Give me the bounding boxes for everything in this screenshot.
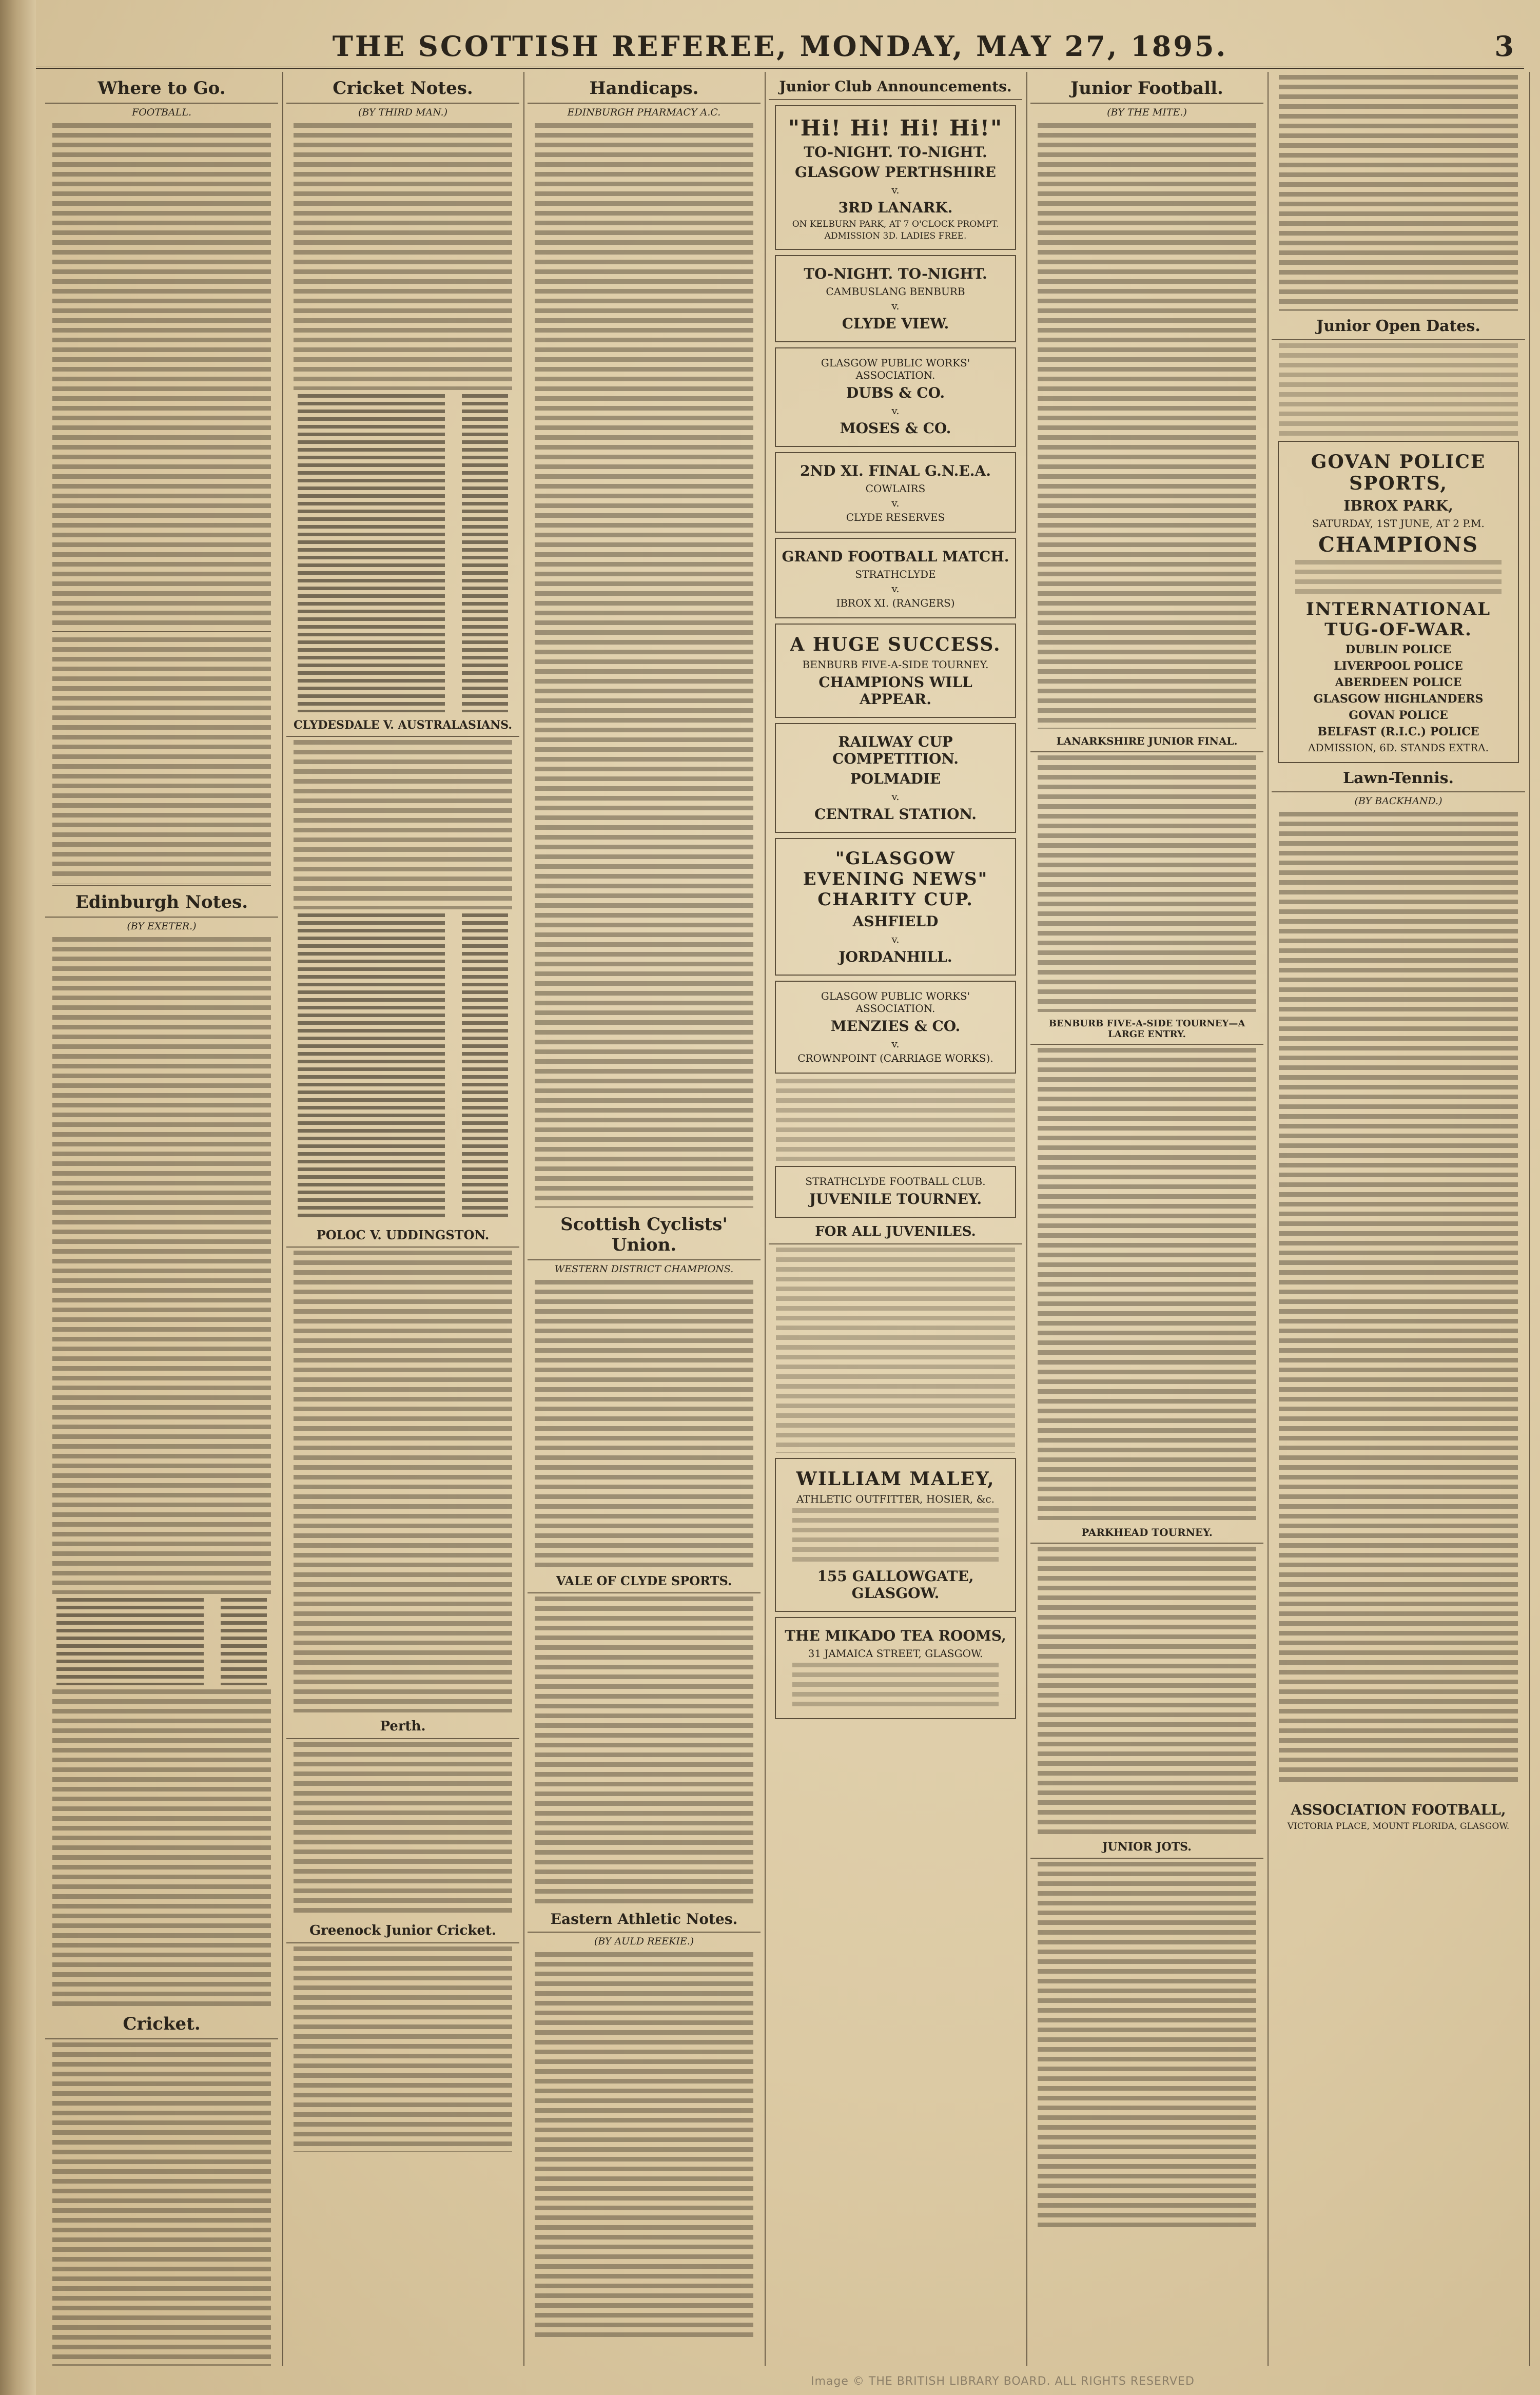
column-4: [765, 72, 1027, 2366]
advertisement: TO-NIGHT. TO-NIGHT. CAMBUSLANG BENBURB v. CLYDE VIEW.: [775, 255, 1016, 342]
ad-line: 3RD LANARK.: [838, 199, 953, 216]
advertisement: [775, 1166, 1016, 1218]
ad-line: ASHFIELD: [852, 913, 939, 930]
ad-headline: "Hi! Hi! Hi! Hi!": [788, 115, 1003, 141]
article-text: [1038, 1547, 1256, 1834]
advertisement: "Hi! Hi! Hi! Hi!" TO-NIGHT. TO-NIGHT. GLASGOW PERTHSHIRE v. 3RD LANARK. ON KELBURN PARK, AT 7 O'CLOCK PROMPT. ADMISSION 3D. LADIES FREE.: [775, 105, 1016, 250]
section-heading: Cricket Notes.: [286, 78, 519, 104]
article-text: [294, 1742, 512, 1917]
article-text: [535, 1596, 753, 1904]
ad-line: CROWNPOINT (CARRIAGE WORKS).: [797, 1052, 993, 1064]
page-number: 3: [1494, 30, 1514, 63]
section-heading: CLYDESDALE V. AUSTRALASIANS.: [286, 718, 519, 737]
article-text: [52, 2042, 271, 2366]
section-subheading: (BY BACKHAND.): [1354, 795, 1442, 807]
advertisement: [775, 1617, 1016, 1719]
article-text: [1038, 1048, 1256, 1520]
column-5: [1026, 72, 1269, 2366]
ad-line: LIVERPOOL POLICE: [1334, 659, 1463, 673]
ad-line: SATURDAY, 1ST JUNE, AT 2 P.M.: [1312, 517, 1485, 530]
article-text: [535, 1280, 753, 1567]
section-subheading: (BY THIRD MAN.): [358, 107, 447, 118]
ad-line: TO-NIGHT. TO-NIGHT.: [804, 265, 987, 282]
ad-line: GLASGOW PUBLIC WORKS' ASSOCIATION.: [821, 357, 970, 381]
ad-text: [792, 1508, 999, 1565]
column-6: [1268, 72, 1530, 2366]
advertisement: [775, 624, 1016, 718]
ad-headline: INTERNATIONAL TUG-OF-WAR.: [1305, 599, 1491, 640]
ad-line: 31 JAMAICA STREET, GLASGOW.: [808, 1647, 983, 1660]
ad-line: 155 GALLOWGATE, GLASGOW.: [817, 1568, 974, 1602]
article-text: [294, 1251, 512, 1712]
ad-line: JUVENILE TOURNEY.: [809, 1191, 982, 1208]
article-text: [1038, 123, 1256, 729]
section-subheading: EDINBURGH PHARMACY A.C.: [567, 107, 721, 118]
article-text: [1038, 1862, 1256, 2231]
ad-line: GRAND FOOTBALL MATCH.: [782, 548, 1009, 565]
article-text: [1038, 755, 1256, 1012]
ad-line: MOSES & CO.: [840, 420, 951, 437]
article-text: [294, 740, 512, 909]
score-table: [298, 394, 508, 712]
column-3: [523, 72, 766, 2366]
section-heading: Eastern Athletic Notes.: [528, 1911, 761, 1933]
league-table: [56, 1598, 267, 1685]
ad-line: BENBURB FIVE-A-SIDE TOURNEY.: [802, 658, 989, 671]
article-text: [294, 1946, 512, 2152]
ad-line: RAILWAY CUP COMPETITION.: [832, 733, 959, 767]
binding-spine: [0, 0, 36, 2395]
article-text: [1279, 812, 1518, 1787]
ad-line: IBROX XI. (RANGERS): [836, 597, 955, 609]
article-text: [52, 937, 271, 1594]
section-heading: Junior Football.: [1030, 78, 1263, 104]
ad-line: GLASGOW HIGHLANDERS: [1313, 692, 1484, 706]
section-heading: Edinburgh Notes.: [45, 892, 278, 918]
advertisement: GLASGOW PUBLIC WORKS' ASSOCIATION. MENZIES & CO. v. CROWNPOINT (CARRIAGE WORKS).: [775, 981, 1016, 1074]
ad-line: ATHLETIC OUTFITTER, HOSIER, &c.: [796, 1493, 995, 1505]
section-heading: BENBURB FIVE-A-SIDE TOURNEY—A LARGE ENTRY.: [1030, 1018, 1263, 1045]
open-dates-list: [1279, 343, 1518, 436]
divider: [52, 884, 271, 886]
handicap-list: [535, 123, 753, 1201]
masthead: [36, 21, 1524, 69]
ad-line: ABERDEEN POLICE: [1335, 676, 1462, 689]
ad-line: CHAMPIONS: [1318, 533, 1479, 557]
section-heading: Perth.: [286, 1719, 519, 1739]
ad-text: [776, 1079, 1015, 1161]
ad-headline: GOVAN POLICE SPORTS,: [1311, 451, 1486, 494]
section-subheading: FOOTBALL.: [132, 107, 191, 118]
ad-text: [776, 1248, 1015, 1453]
ad-line: GLASGOW PUBLIC WORKS' ASSOCIATION.: [821, 990, 970, 1015]
ad-line: DUBS & CO.: [846, 384, 945, 401]
ad-line: DUBLIN POLICE: [1345, 643, 1452, 656]
article-text: [52, 1689, 271, 2008]
section-heading: POLOC V. UDDINGSTON.: [286, 1228, 519, 1248]
ad-line: VICTORIA PLACE, MOUNT FLORIDA, GLASGOW.: [1287, 1821, 1510, 1832]
ad-headline: A HUGE SUCCESS.: [790, 634, 1001, 655]
ad-line: TO-NIGHT. TO-NIGHT.: [804, 144, 987, 161]
ad-line: THE MIKADO TEA ROOMS,: [785, 1627, 1006, 1644]
advertisement: [1278, 1792, 1519, 1839]
section-heading: Junior Club Announcements.: [769, 78, 1022, 100]
advertisement: [1278, 441, 1519, 763]
divider: [535, 1206, 753, 1208]
column-2: [282, 72, 524, 2366]
ad-line: CLYDE VIEW.: [842, 315, 949, 332]
advertisement: GRAND FOOTBALL MATCH. STRATHCLYDE v. IBROX XI. (RANGERS): [775, 538, 1016, 618]
section-subheading: (BY EXETER.): [127, 921, 197, 932]
ad-line: STRATHCLYDE FOOTBALL CLUB.: [805, 1175, 986, 1187]
ad-line: IBROX PARK,: [1343, 497, 1453, 514]
ad-line: CAMBUSLANG BENBURB: [826, 285, 965, 298]
ad-line: CHAMPIONS WILL APPEAR.: [818, 674, 972, 708]
ad-line: JORDANHILL.: [839, 948, 952, 965]
advertisement: GLASGOW PUBLIC WORKS' ASSOCIATION. DUBS & CO. v. MOSES & CO.: [775, 347, 1016, 447]
article-text: [52, 637, 271, 879]
ad-text: [1295, 560, 1502, 596]
section-subheading: (BY AULD REEKIE.): [594, 1936, 694, 1947]
ad-text: [792, 1663, 999, 1709]
ad-line: CLYDE RESERVES: [846, 511, 945, 523]
ad-line: POLMADIE: [850, 770, 941, 787]
section-heading: Scottish Cyclists' Union.: [528, 1214, 761, 1260]
column-1: [41, 72, 283, 2366]
ad-headline: WILLIAM MALEY,: [796, 1468, 995, 1490]
ad-headline: "GLASGOW EVENING NEWS" CHARITY CUP.: [803, 848, 988, 910]
section-heading: JUNIOR JOTS.: [1030, 1840, 1263, 1859]
section-heading: Lawn-Tennis.: [1272, 769, 1525, 792]
article-text: [294, 123, 512, 390]
advertisement: RAILWAY CUP COMPETITION. POLMADIE v. CENTRAL STATION.: [775, 723, 1016, 833]
section-heading: Where to Go.: [45, 78, 278, 104]
ad-line: MENZIES & CO.: [830, 1018, 961, 1035]
section-heading: PARKHEAD TOURNEY.: [1030, 1526, 1263, 1544]
ad-line: BELFAST (R.I.C.) POLICE: [1317, 725, 1479, 738]
page-title: THE SCOTTISH REFEREE, MONDAY, MAY 27, 1895.: [332, 30, 1228, 63]
section-heading: FOR ALL JUVENILES.: [769, 1224, 1022, 1244]
article-text: [535, 1952, 753, 2342]
ad-line: ADMISSION 3D. LADIES FREE.: [824, 231, 967, 241]
ad-line: 2ND XI. FINAL G.N.E.A.: [800, 462, 991, 479]
article-text: [1279, 75, 1518, 311]
section-heading: Greenock Junior Cricket.: [286, 1923, 519, 1943]
article-text: [52, 123, 271, 626]
advertisement: [775, 1458, 1016, 1612]
section-heading: Cricket.: [45, 2014, 278, 2039]
divider: [52, 631, 271, 632]
section-subheading: (BY THE MITE.): [1107, 107, 1187, 118]
ad-line: GLASGOW PERTHSHIRE: [795, 164, 996, 181]
section-heading: LANARKSHIRE JUNIOR FINAL.: [1030, 735, 1263, 752]
copyright-notice: Image © THE BRITISH LIBRARY BOARD. ALL RIGHTS RESERVED: [811, 2375, 1195, 2388]
advertisement: 2ND XI. FINAL G.N.E.A. COWLAIRS v. CLYDE RESERVES: [775, 452, 1016, 533]
section-heading: Junior Open Dates.: [1272, 317, 1525, 340]
ad-line: ADMISSION, 6D. STANDS EXTRA.: [1308, 742, 1489, 754]
ad-line: GOVAN POLICE: [1349, 709, 1448, 722]
score-table: [298, 913, 508, 1221]
section-heading: Handicaps.: [528, 78, 761, 104]
ad-line: ASSOCIATION FOOTBALL,: [1291, 1801, 1506, 1818]
advertisement: "GLASGOW EVENING NEWS" CHARITY CUP. ASHFIELD v. JORDANHILL.: [775, 838, 1016, 976]
ad-line: STRATHCLYDE: [855, 568, 936, 580]
ad-line: COWLAIRS: [865, 482, 926, 495]
section-heading: VALE OF CLYDE SPORTS.: [528, 1573, 761, 1593]
ad-line: ON KELBURN PARK, AT 7 O'CLOCK PROMPT.: [792, 219, 999, 229]
section-subheading: WESTERN DISTRICT CHAMPIONS.: [554, 1263, 734, 1275]
ad-line: CENTRAL STATION.: [814, 806, 977, 823]
